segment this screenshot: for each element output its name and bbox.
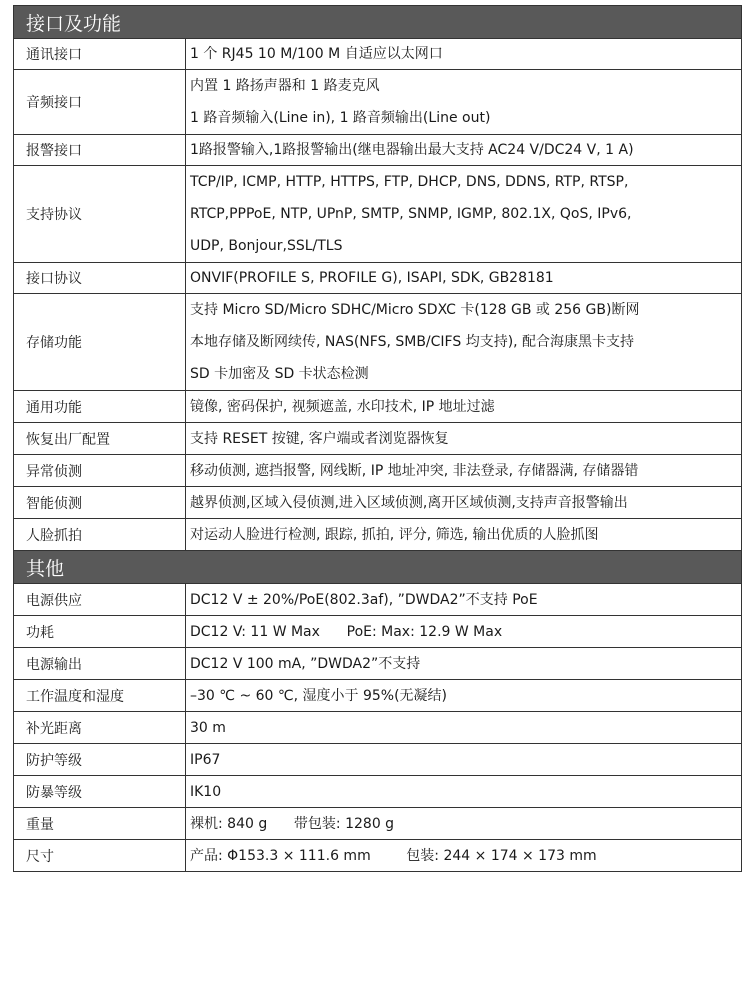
table-row bbox=[14, 680, 742, 712]
table-row bbox=[14, 263, 742, 294]
spec-label: 防护等级 bbox=[14, 744, 186, 776]
spec-label: 重量 bbox=[14, 808, 186, 840]
table-row bbox=[14, 294, 742, 391]
spec-value: 内置 1 路扬声器和 1 路麦克风 1 路音频输入(Line in), 1 路音频输出(Line out) bbox=[186, 70, 742, 135]
spec-label: 通讯接口 bbox=[14, 39, 186, 70]
spec-value: 1 个 RJ45 10 M/100 M 自适应以太网口 bbox=[186, 39, 742, 70]
spec-value: TCP/IP, ICMP, HTTP, HTTPS, FTP, DHCP, DNS, DDNS, RTP, RTSP, RTCP,PPPoE, NTP, UPnP, SMTP, SNMP, IGMP, 802.1X, QoS, IPv6, UDP, Bonjour,SSL/TLS bbox=[186, 166, 742, 263]
spec-value: 30 m bbox=[186, 712, 742, 744]
spec-label: 电源输出 bbox=[14, 648, 186, 680]
spec-value: 越界侦测,区域入侵侦测,进入区域侦测,离开区域侦测,支持声音报警输出 bbox=[186, 487, 742, 519]
spec-value: ONVIF(PROFILE S, PROFILE G), ISAPI, SDK, GB28181 bbox=[186, 263, 742, 294]
spec-value: –30 ℃ ~ 60 ℃, 湿度小于 95%(无凝结) bbox=[186, 680, 742, 712]
spec-value: 支持 Micro SD/Micro SDHC/Micro SDXC 卡(128 GB 或 256 GB)断网 本地存储及断网续传, NAS(NFS, SMB/CIFS 均支持), 配合海康黑卡支持 SD 卡加密及 SD 卡状态检测 bbox=[186, 294, 742, 391]
spec-value: DC12 V ± 20%/PoE(802.3af), ”DWDA2”不支持 PoE bbox=[186, 584, 742, 616]
spec-value: IP67 bbox=[186, 744, 742, 776]
table-row bbox=[14, 70, 742, 135]
spec-value: 对运动人脸进行检测, 跟踪, 抓拍, 评分, 筛选, 输出优质的人脸抓图 bbox=[186, 519, 742, 551]
spec-value: 移动侦测, 遮挡报警, 网线断, IP 地址冲突, 非法登录, 存储器满, 存储器错 bbox=[186, 455, 742, 487]
spec-label: 工作温度和湿度 bbox=[14, 680, 186, 712]
spec-label: 音频接口 bbox=[14, 70, 186, 135]
table-row bbox=[14, 744, 742, 776]
table-row bbox=[14, 519, 742, 551]
spec-label: 补光距离 bbox=[14, 712, 186, 744]
spec-label: 接口协议 bbox=[14, 263, 186, 294]
section-title: 其他 bbox=[14, 551, 742, 584]
spec-label: 异常侦测 bbox=[14, 455, 186, 487]
spec-value: 支持 RESET 按键, 客户端或者浏览器恢复 bbox=[186, 423, 742, 455]
spec-value: DC12 V 100 mA, ”DWDA2”不支持 bbox=[186, 648, 742, 680]
table-row bbox=[14, 648, 742, 680]
spec-value: DC12 V: 11 W Max PoE: Max: 12.9 W Max bbox=[186, 616, 742, 648]
table-row bbox=[14, 776, 742, 808]
spec-label: 支持协议 bbox=[14, 166, 186, 263]
spec-label: 存储功能 bbox=[14, 294, 186, 391]
table-row bbox=[14, 616, 742, 648]
spec-table bbox=[13, 5, 742, 872]
table-row bbox=[14, 840, 742, 872]
spec-label: 防暴等级 bbox=[14, 776, 186, 808]
spec-label: 通用功能 bbox=[14, 391, 186, 423]
table-row bbox=[14, 135, 742, 166]
spec-value: 镜像, 密码保护, 视频遮盖, 水印技术, IP 地址过滤 bbox=[186, 391, 742, 423]
spec-label: 人脸抓拍 bbox=[14, 519, 186, 551]
table-row bbox=[14, 455, 742, 487]
table-row bbox=[14, 39, 742, 70]
spec-label: 报警接口 bbox=[14, 135, 186, 166]
spec-label: 恢复出厂配置 bbox=[14, 423, 186, 455]
spec-value: 1路报警输入,1路报警输出(继电器输出最大支持 AC24 V/DC24 V, 1 A) bbox=[186, 135, 742, 166]
spec-value: 产品: Φ153.3 × 111.6 mm 包装: 244 × 174 × 173 mm bbox=[186, 840, 742, 872]
table-row bbox=[14, 166, 742, 263]
spec-label: 电源供应 bbox=[14, 584, 186, 616]
spec-label: 功耗 bbox=[14, 616, 186, 648]
table-row bbox=[14, 712, 742, 744]
section-title: 接口及功能 bbox=[14, 6, 742, 39]
table-row bbox=[14, 584, 742, 616]
table-row bbox=[14, 487, 742, 519]
spec-value: IK10 bbox=[186, 776, 742, 808]
spec-label: 尺寸 bbox=[14, 840, 186, 872]
spec-value: 裸机: 840 g 带包装: 1280 g bbox=[186, 808, 742, 840]
table-row bbox=[14, 808, 742, 840]
spec-label: 智能侦测 bbox=[14, 487, 186, 519]
table-row bbox=[14, 391, 742, 423]
table-row bbox=[14, 423, 742, 455]
